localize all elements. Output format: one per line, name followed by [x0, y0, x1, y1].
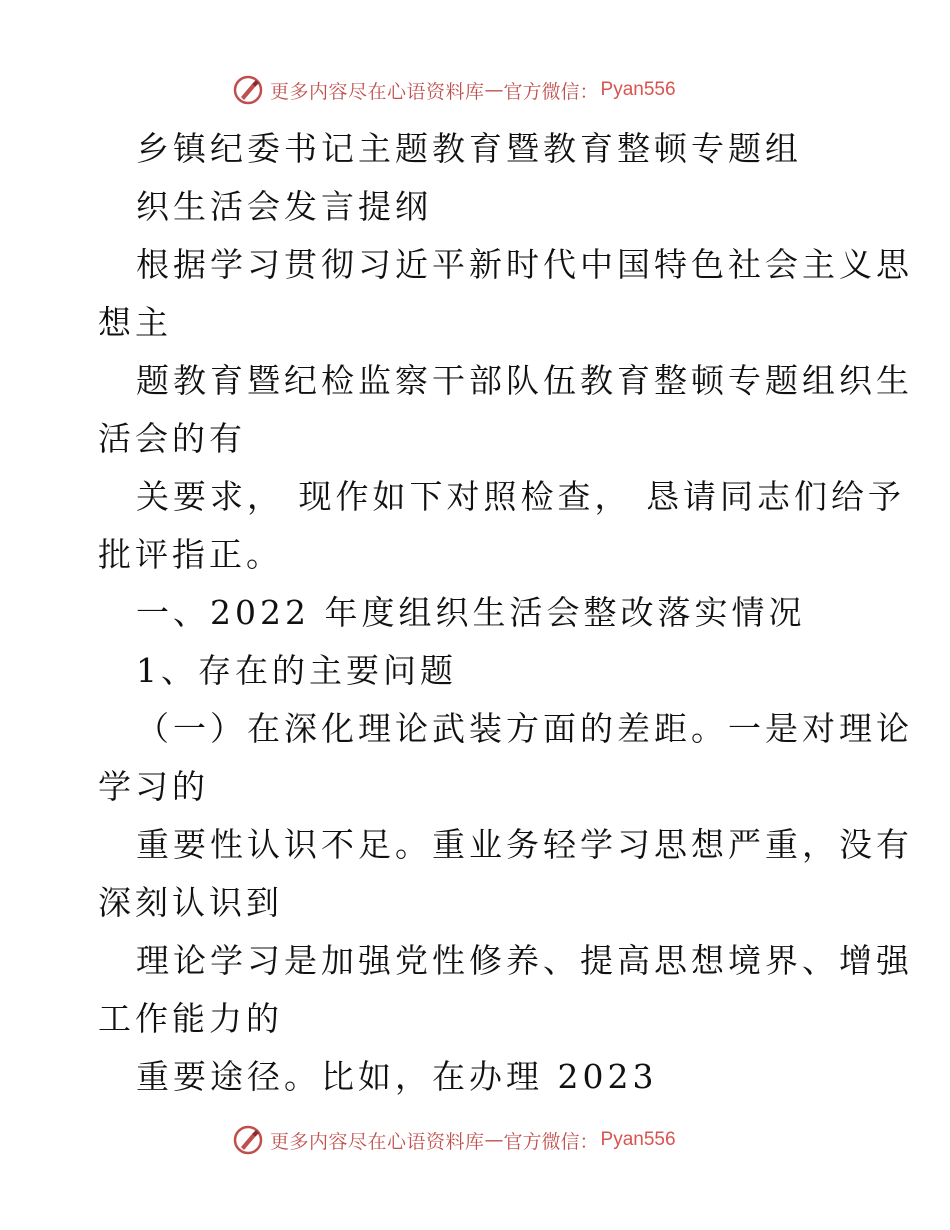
- paragraph-line: 题教育暨纪检监察干部队伍教育整顿专题组织生: [136, 361, 913, 400]
- banner-dash: —: [484, 1129, 504, 1151]
- footer-watermark: [232, 1123, 676, 1157]
- paragraph-line: 重要途径。比如，在办理 2023: [136, 1057, 658, 1096]
- paragraph-line: 理论学习是加强党性修养、提高思想境界、增强: [136, 941, 913, 980]
- wechat-label: 官方微信：: [503, 1130, 599, 1153]
- banner-slogan: 更多内容尽在心语资料库: [270, 1130, 485, 1153]
- paragraph-line: 关要求， 现作如下对照检查， 恳请同志们给予: [136, 477, 905, 516]
- wechat-id: Pyan556: [600, 1129, 676, 1150]
- paragraph-line: 工作能力的: [98, 999, 283, 1038]
- paragraph-line: （一）在深化理论武装方面的差距。一是对理论: [136, 709, 913, 748]
- section-heading: 一、2022 年度组织生活会整改落实情况: [136, 593, 806, 632]
- pen-logo-icon: [232, 1124, 264, 1156]
- doc-title-line-2: 织生活会发言提纲: [136, 187, 432, 226]
- paragraph-line: 学习的: [98, 767, 209, 806]
- pen-logo-icon: [232, 74, 264, 106]
- banner-slogan: 更多内容尽在心语资料库: [270, 80, 485, 103]
- paragraph-line: 根据学习贯彻习近平新时代中国特色社会主义思: [136, 245, 913, 284]
- paragraph-line: 想主: [98, 303, 172, 342]
- paragraph-line: 深刻认识到: [98, 883, 283, 922]
- paragraph-line: 批评指正。: [98, 535, 283, 574]
- doc-title-line-1: 乡镇纪委书记主题教育暨教育整顿专题组: [136, 129, 802, 168]
- paragraph-line: 重要性认识不足。重业务轻学习思想严重，没有: [136, 825, 913, 864]
- document-body: [98, 120, 913, 1106]
- banner-dash: —: [484, 79, 504, 101]
- wechat-label: 官方微信：: [503, 80, 599, 103]
- header-watermark: [232, 73, 676, 107]
- subsection-heading: 1、存在的主要问题: [136, 651, 457, 690]
- paragraph-line: 活会的有: [98, 419, 246, 458]
- wechat-id: Pyan556: [600, 79, 676, 100]
